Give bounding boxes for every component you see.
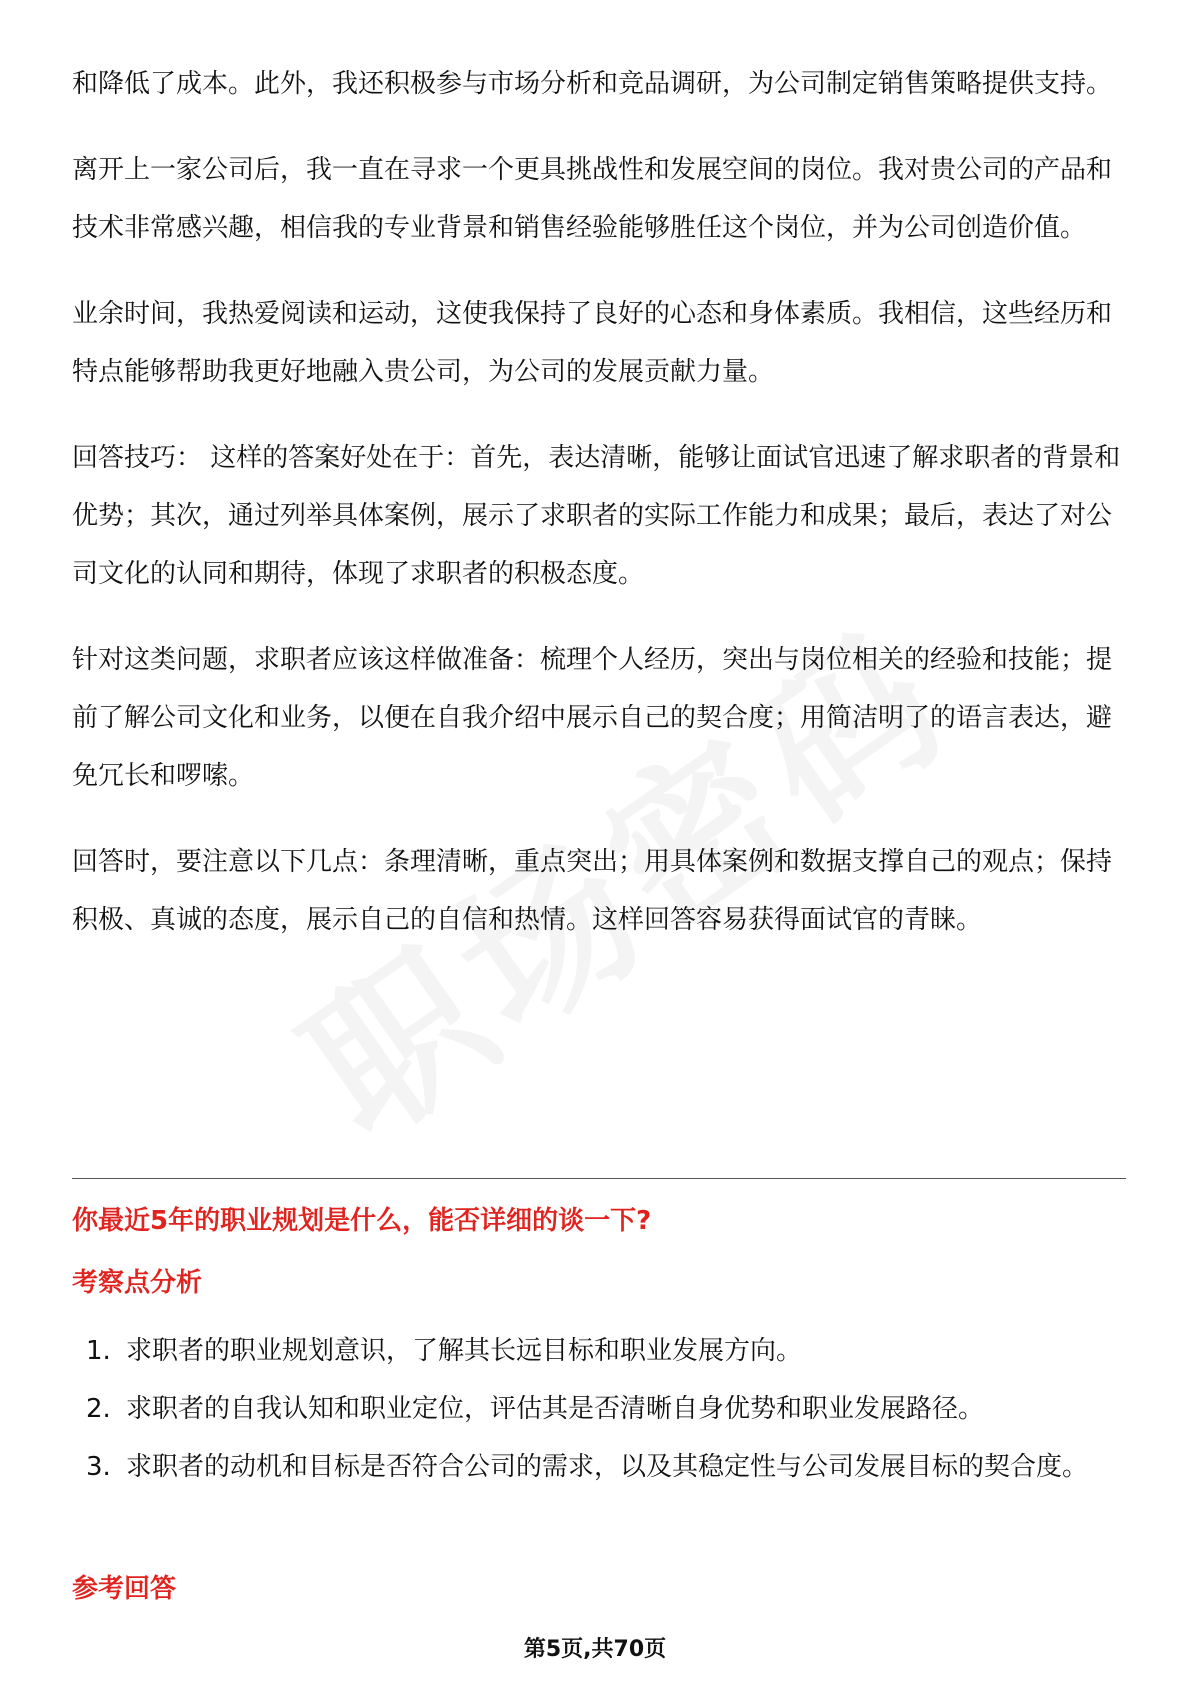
document-body bbox=[72, 55, 1132, 977]
paragraph-2: 离开上一家公司后，我一直在寻求一个更具挑战性和发展空间的岗位。我对贵公司的产品和技术非常感兴趣，相信我的专业背景和销售经验能够胜任这个岗位，并为公司创造价值。 bbox=[72, 155, 1113, 243]
analysis-heading: 考察点分析 bbox=[72, 1268, 203, 1298]
question-heading: 你最近5年的职业规划是什么，能否详细的谈一下? bbox=[72, 1206, 652, 1236]
paragraph-notes: 回答时，要注意以下几点：条理清晰，重点突出；用具体案例和数据支撑自己的观点；保持积极、真诚的态度，展示自己的自信和热情。这样回答容易获得面试官的青睐。 bbox=[72, 847, 1113, 935]
list-item-number: 1. bbox=[86, 1336, 111, 1366]
paragraph-preparation: 针对这类问题，求职者应该这样做准备：梳理个人经历，突出与岗位相关的经验和技能；提前了解公司文化和业务，以便在自我介绍中展示自己的契合度；用简洁明了的语言表达，避免冗长和啰嗦。 bbox=[72, 645, 1113, 791]
list-item-text: 求职者的动机和目标是否符合公司的需求，以及其稳定性与公司发展目标的契合度。 bbox=[126, 1452, 1089, 1482]
list-item bbox=[72, 1322, 1132, 1380]
page-number: 第5页,共70页 bbox=[523, 1637, 667, 1662]
list-item-number: 3. bbox=[86, 1452, 111, 1482]
list-item bbox=[72, 1380, 1132, 1438]
paragraph-answer-tips: 回答技巧： 这样的答案好处在于：首先，表达清晰，能够让面试官迅速了解求职者的背景和优势；其次，通过列举具体案例，展示了求职者的实际工作能力和成果；最后，表达了对公司文化的认同和期待，体现了求职者的积极态度。 bbox=[72, 443, 1121, 589]
paragraph-3: 业余时间，我热爱阅读和运动，这使我保持了良好的心态和身体素质。我相信，这些经历和特点能够帮助我更好地融入贵公司，为公司的发展贡献力量。 bbox=[72, 299, 1113, 387]
reference-answer-heading: 参考回答 bbox=[72, 1574, 177, 1604]
list-item-text: 求职者的职业规划意识，了解其长远目标和职业发展方向。 bbox=[126, 1336, 803, 1366]
list-item bbox=[72, 1438, 1132, 1496]
list-item-number: 2. bbox=[86, 1394, 111, 1424]
analysis-list bbox=[72, 1322, 1132, 1496]
list-item-text: 求职者的自我认知和职业定位，评估其是否清晰自身优势和职业发展路径。 bbox=[126, 1394, 985, 1424]
section-divider bbox=[72, 1178, 1126, 1179]
paragraph-1: 和降低了成本。此外，我还积极参与市场分析和竞品调研，为公司制定销售策略提供支持。 bbox=[72, 69, 1113, 99]
